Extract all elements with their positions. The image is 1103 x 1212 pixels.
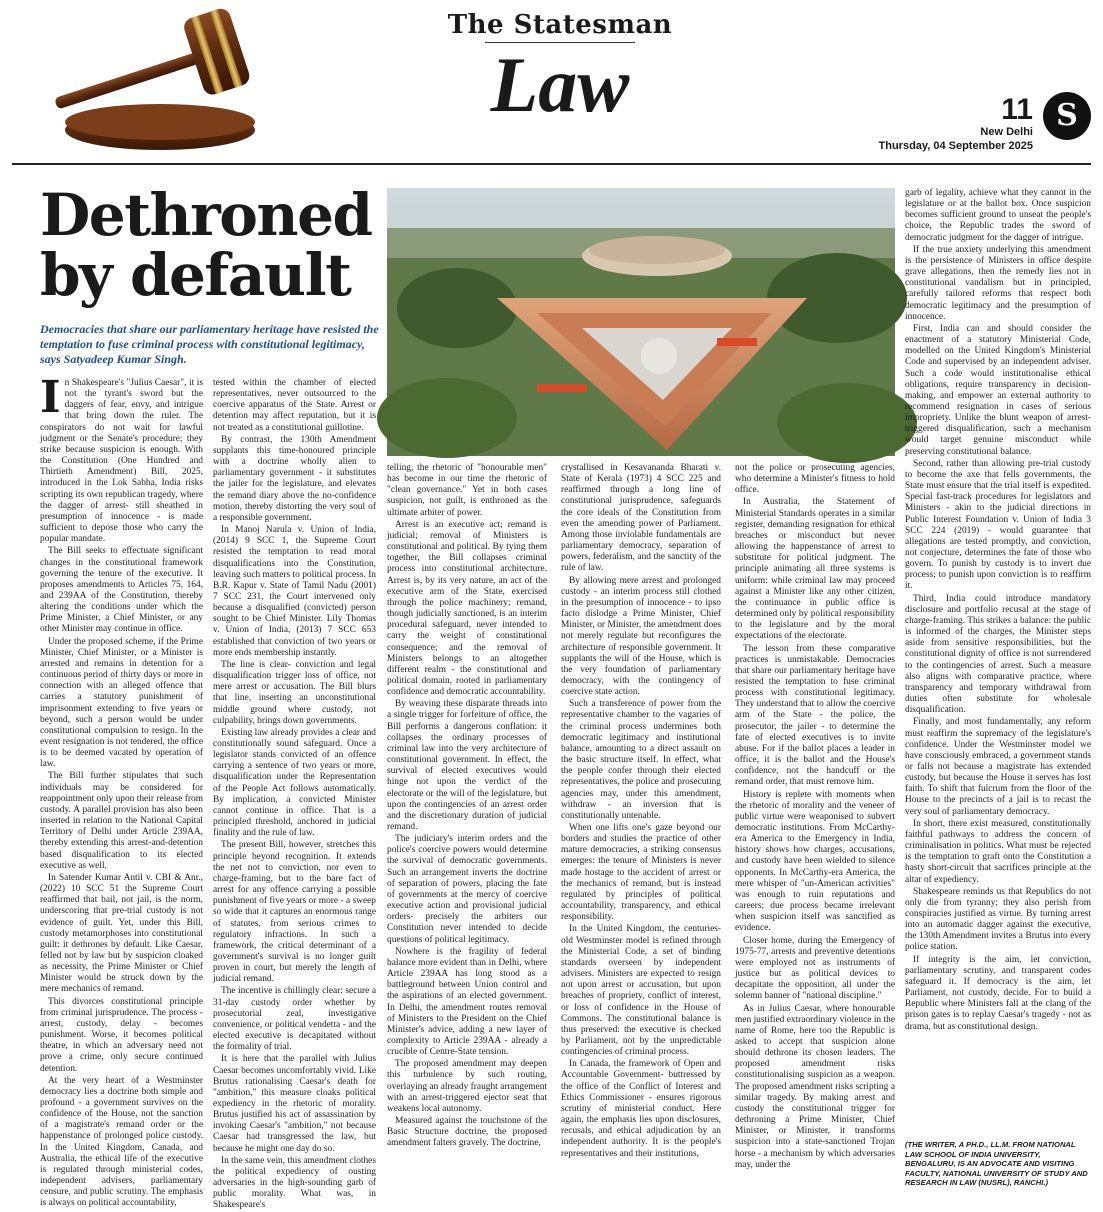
article-paragraph: Shakespeare reminds us that Republics do not only die from tyranny; they also perish from conspiracies justified as virtue. By turning arrest into an automatic dagger against the executive, the 130th Amendment invites a Brutus into every police station. <box>905 886 1091 953</box>
article-column-5 <box>735 463 895 1190</box>
author-note: (THE WRITER, A PH.D., LL.M. FROM NATIONAL LAW SCHOOL OF INDIA UNIVERSITY, BENGALURU, IS AN ADVOCATE AND VISITING FACULTY, NATIONAL UNIVERSITY OF STUDY AND RESEARCH IN LAW (NUSRL), RANCHI.) <box>905 1140 1088 1187</box>
article-paragraph: Finally, and most fundamentally, any reform must reaffirm the supremacy of the legislature's confidence. Under the Westminster model we have consciously embraced, a government stands or falls not because a magistrate has extended custody, but because the House it serves has lost faith. To shift that fulcrum from the floor of the House to the precincts of a jail is to recast the very soul of parliamentary democracy. <box>905 717 1091 817</box>
article-paragraph: In Australia, the Statement of Ministerial Standards operates in a similar register, demanding resignation for ethical breaches or misconduct but never allowing the happenstance of arrest to substitute for political judgment. The principle animating all three systems is uniform: while criminal law may proceed against a Minister like any other citizen, the continuance in public office is determined only by political responsibility to the legislature and by the moral expectations of the electorate. <box>735 497 895 642</box>
header-divider <box>12 163 1091 165</box>
statesman-logo-icon: S <box>1043 92 1091 140</box>
article-paragraph: not the police or prosecuting agencies, who determine a Minister's fitness to hold office. <box>735 463 895 496</box>
article-paragraph: If the true anxiety underlying this amendment is the persistence of Ministers in office despite grave allegations, then the remedy lies not in constitutional vandalism but in principled, carefully tailored reforms that respect both democratic legitimacy and the presumption of innocence. <box>905 244 1091 322</box>
page-date: Thursday, 04 September 2025 <box>878 140 1033 152</box>
article-paragraph: In Canada, the framework of Open and Accountable Government- buttressed by the office of the Conflict of Interest and Ethics Commissioner - ensures rigorous scrutiny of ministerial conduct. Here again, the emphasis lies upon disclosures, recusals, and ethical adjudication by an independent authority. It is the people's representatives and their institutions, <box>561 1059 721 1159</box>
article-paragraph: Closer home, during the Emergency of 1975-77, arrests and preventive detentions were employed not as instruments of justice but as political devices to decapitate the opposition, all under the solemn banner of "national discipline." <box>735 935 895 1002</box>
section-title: Law <box>490 41 630 128</box>
parliament-aerial-photo <box>387 188 895 456</box>
newspaper-brand: The Statesman <box>447 10 673 40</box>
article-paragraph: tested within the chamber of elected representatives, never outsourced to the coercive apparatus of the State. Arrest or detention may affect reputation, but it is not treated as a constitutional guillotine. <box>213 378 376 433</box>
article-column-6 <box>905 188 1091 1128</box>
article-paragraph: Nowhere is the fragility of federal balance more evident than in Delhi, where Article 239AA has long stood as a battleground between Union control and the aspirations of an elected government. In Delhi, the amendment routes removal of Ministers to the President on the Chief Minister's advice, adding a new layer of complexity to Article 239AA - already a crucible of Centre-State tension. <box>387 946 547 1058</box>
article-paragraph: garb of legality, achieve what they cannot in the legislature or at the ballot box. Once suspicion becomes sufficient ground to unseat the people's choice, the Republic trades the sword of democratic judgment for the dagger of intrigue. <box>905 188 1091 243</box>
article-paragraph: The lesson from these comparative practices is unmistakable. Democracies that share our parliamentary heritage have resisted the temptation to fuse criminal process with constitutional legitimacy. They understand that to allow the coercive arm of the State - the police, the prosecutor, the jailer - to determine the fate of elected executives is to invite abuse. For if the ballot places a leader in office, it is the ballot and the House's confidence, not the handcuff or the remand order, that must remove him. <box>735 643 895 788</box>
article-paragraph: In Manoj Narula v. Union of India, (2014) 9 SCC 1, the Supreme Court resisted the temptation to read moral disqualifications into the Constitution, leaving such matters to political process. In B.R. Kapur v. State of Tamil Nadu (2001) 7 SCC 231, the Court intervened only because a disqualified (convicted) person sought to be Chief Minister. Lily Thomas v. Union of India, (2013) 7 SCC 653 established that conviction of two years or more ends membership instantly. <box>213 525 376 658</box>
article-standfirst: Democracies that share our parliamentary heritage have resisted the temptation to fuse criminal process with constitutional legitimacy, says Satyadeep Kumar Singh. <box>40 322 379 366</box>
article-paragraph: If integrity is the aim, let conviction, parliamentary scrutiny, and transparent codes safeguard it. If democracy is the aim, let Parliament, not custody, decide. For to build a Republic where Ministers fall at the clang of the prison gates is to replay Caesar's tragedy - not as drama, but as constitutional design. <box>905 954 1091 1032</box>
article-paragraph: This divorces constitutional principle from criminal jurisprudence. The process - arrest, custody, delay - becomes punishment. Worse, it becomes political theatre, in which an adversary need not prove a crime, only secure continued detention. <box>40 996 203 1074</box>
article-paragraph: The proposed amendment may deepen this turbulence by such routing, overlaying an already fraught arrangement with an arrest-triggered ejector seat that weakens local autonomy. <box>387 1059 547 1114</box>
article-column-1 <box>40 372 203 1209</box>
drop-cap: I <box>40 372 61 423</box>
article-paragraph: In the same vein, this amendment clothes the political expediency of ousting adversaries in the high-sounding garb of public morality. What was, in Shakespeare's <box>213 1155 376 1211</box>
article-paragraph: The present Bill, however, stretches this principle beyond recognition. It extends the net not to conviction, nor even to charge-framing, but to the bare fact of arrest for any offence carrying a possible punishment of five years or more - a sweep so wide that it captures an enormous range of statutes, from serious crimes to regulatory infractions. In such a framework, the critical determinant of a government's survival is no longer guilt proven in court, but merely the length of judicial remand. <box>213 840 376 985</box>
page-city: New Delhi <box>980 126 1033 138</box>
article-paragraph: Measured against the touchstone of the Basic Structure doctrine, the proposed amendment falters gravely. The doctrine, <box>387 1116 547 1149</box>
article-paragraph: As in Julius Caesar, where honourable men justified extraordinary violence in the name of Rome, here too the Republic is asked to accept that suspicion alone should dethrone its chosen leaders. The proposed amendment risks constitutionalising suspicion as a weapon. The proposed amendment risks scripting a similar tragedy. By making arrest and custody the constitutional trigger for dethroning a Prime Minister, Chief Minister, or Minister, it transforms suspicion into a state-sanctioned Trojan horse - a mechanism by which adversaries may, under the <box>735 1003 895 1170</box>
article-paragraph: Arrest is an executive act; remand is judicial; removal of Ministers is constitutional and political. By tying them together, the Bill collapses criminal process into constitutional architecture. Arrest is, by its very nature, an act of the executive arm of the State, exercised through the police machinery; remand, though judicially sanctioned, is an interim procedural safeguard, never intended to carry the weight of constitutional consequence; and the removal of Ministers belongs to an altogether different realm - the constitutional and political domain, rooted in parliamentary confidence and democratic accountability. <box>387 519 547 698</box>
page-info <box>879 95 1033 153</box>
article-column-2 <box>213 378 376 1211</box>
article-paragraph: Under the proposed scheme, if the Prime Minister, Chief Minister, or a Minister is arrested and remains in detention for a continuous period of thirty days or more in connection with an alleged offence that carries a statutory punishment of imprisonment extending to five years or beyond, such a person would be under constitutional compulsion to resign. In the event resignation is not tendered, the office is to be deemed vacated by operation of law. <box>40 636 203 770</box>
parliament-photo-illustration <box>387 188 895 456</box>
article-paragraph: In the United Kingdom, the centuries-old Westminster model is refined through the Ministerial Code, a set of binding standards overseen by independent advisers. Ministers are expected to resign not upon arrest or accusation, but upon breaches of propriety, conflict of interest, or loss of confidence in the House of Commons. The constitutional balance is thus preserved: the executive is checked by Parliament, not by the unpredictable contingencies of criminal process. <box>561 924 721 1058</box>
article-paragraph: Third, India could introduce mandatory disclosure and portfolio recusal at the stage of charge-framing. This strikes a balance: the public is informed of the charges, the Minister steps aside from sensitive responsibilities, but the constitutional dignity of office is not surrendered to the contingencies of arrest. Such a measure also aligns with comparative practice, where transparency and temporary withdrawal from duties often substitute for wholesale disqualification. <box>905 593 1091 716</box>
article-paragraph: Second, rather than allowing pre-trial custody to become the axe that fells governments, the State must ensure that the trial itself is expedited. Special fast-track procedures for legislators and Ministers - akin to the judicial directions in Public Interest Foundation v. Union of India 3 SCC 224 (2019) - would guarantee that allegations are tested promptly, and conviction, not conjecture, determines the fate of those who govern. To punish by custody is to invert due process; to punish upon conviction is to reaffirm it. <box>905 458 1091 592</box>
article-paragraph: telling, the rhetoric of "honourable men" has become in our time the rhetoric of "clean governance." Yet in both cases suspicion, not guilt, is enthroned as the ultimate arbiter of power. <box>387 463 547 518</box>
article-paragraph: The line is clear- conviction and legal disqualification trigger loss of office, not mere arrest or accusation. The Bill blurs that line, inserting an unconstitutional middle ground where custody, not culpability, brings down governments. <box>213 659 376 726</box>
article-paragraph: crystallised in Kesavananda Bharati v. State of Kerala (1973) 4 SCC 225 and reaffirmed through a long line of constitutional jurisprudence, safeguards the core ideals of the Constitution from even the amending power of Parliament. Among those inviolable fundamentals are parliamentary democracy, separation of powers, federalism, and the sanctity of the rule of law. <box>561 463 721 574</box>
article-paragraph: By weaving these disparate threads into a single trigger for forfeiture of office, the Bill performs a dangerous conflation: it collapses the ordinary processes of criminal law into the very architecture of constitutional government. In effect, the survival of elected executives would hinge not upon the verdict of the electorate or the will of the legislature, but upon the contingencies of an arrest order and the discretionary duration of judicial remand. <box>387 699 547 832</box>
article-paragraph: It is here that the parallel with Julius Caesar becomes uncomfortably vivid. Like Brutus rationalising Caesar's death for "ambition," this measure cloaks political expediency in the rhetoric of morality. Brutus justified his act of assassination by invoking Caesar's "ambition," not because Caesar had transgressed the law, but because he might one day do so. <box>213 1054 376 1154</box>
article-paragraph: Such a transference of power from the representative chamber to the vagaries of the criminal process undermines both democratic legitimacy and institutional balance, amounting to a direct assault on the basic structure itself. In effect, what the people confer through their elected representatives, the police and prosecuting agencies may, under this amendment, withdraw - an inversion that is constitutionally untenable. <box>561 699 721 821</box>
article-paragraph: By contrast, the 130th Amendment supplants this time-honoured principle with a doctrine wholly alien to parliamentary government - it substitutes the jailer for the legislature, and elevates the remand diary above the no-confidence motion, thereby distorting the very soul of a responsible government. <box>213 434 376 523</box>
article-paragraph: History is replete with moments when the rhetoric of morality and the veneer of public virtue were weaponised to subvert democratic institutions. From McCarthy-era America to the Emergency in India, history shows how charges, accusations, and custody have been wielded to silence opponents. In McCarthy-era America, the mere whisper of "un-American activities" was enough to ruin reputations and careers; due process became irrelevant when suspicion itself was sanctified as evidence. <box>735 789 895 934</box>
article-paragraph: The judiciary's interim orders and the police's coercive powers would determine the survival of democratic governments. Such an arrangement inverts the doctrine of separation of powers, placing the fate of governments at the mercy of coercive executive action and provisional judicial orders- precisely the arbiters our Constitution never intended to decide questions of political legitimacy. <box>387 834 547 945</box>
article-paragraph: When one lifts one's gaze beyond our borders and studies the practice of other mature democracies, a striking consensus emerges: the tenure of Ministers is never made hostage to the accident of arrest or the mechanics of remand, but is instead regulated by principles of political accountability, transparency, and ethical responsibility. <box>561 823 721 923</box>
article-paragraph <box>40 372 203 545</box>
article-column-4 <box>561 463 721 1190</box>
article-paragraph: The Bill further stipulates that such individuals may be considered for reappointment only upon their release from custody. A parallel provision has also been inserted in relation to the National Capital Territory of Delhi under Article 239AA, thereby extending this arrest-and-detention based disqualification to its elected executive as well. <box>40 771 203 871</box>
paragraph-text: n Shakespeare's "Julius Caesar", it is not the tyrant's sword but the daggers of fear, envy, and intrigue that bring down the ruler. The conspirators do not wait for lawful judgment or the Senate's procedure; they strike because suspicion is enough. With the Constitution (One Hundred and Thirtieth Amendment) Bill, 2025, introduced in the Lok Sabha, India risks scripting its own republican tragedy, where the dagger of arrest- still sheathed in presumption of innocence - is made sufficient to depose those who carry the popular mandate. <box>40 378 203 545</box>
article-paragraph: In Satender Kumar Antil v. CBI & Anr., (2022) 10 SCC 51 the Supreme Court reaffirmed that bail, not jail, is the norm, underscoring that pre-trial custody is not evidence of guilt. Yet, under this Bill, custody metamorphoses into constitutional guilt: it dethrones by default. Like Caesar, felled not by law but by suspicion cloaked as necessity, the Prime Minister or Chief Minister would be struck down by the mere mechanics of remand. <box>40 872 203 995</box>
article-paragraph: The Bill seeks to effectuate significant changes in the constitutional framework governing the tenure of the executive. It proposes amendments to Articles 75, 164, and 239AA of the Constitution, thereby altering the conditions under which the Prime Minister, a Chief Minister, or any other Minister may continue in office. <box>40 546 203 635</box>
page-number: 11 <box>1001 93 1033 126</box>
article-paragraph: At the very heart of a Westminster democracy lies a doctrine both simple and profound - a government survives on the confidence of the House, not the sanction of a magistrate's remand order or the happenstance of prolonged police custody. In the United Kingdom, Canada, and Australia, the ethical life of the executive is regulated through ministerial codes, independent advisers, parliamentary censure, and public scrutiny. The emphasis is always on political accountability, <box>40 1075 203 1209</box>
article-paragraph: First, India can and should consider the enactment of a statutory Ministerial Code, modelled on the United Kingdom's Ministerial Code and supervised by an independent adviser. Such a code would institutionalise ethical obligations, require transparency in decision-making, and empower an external authority to recommend resignation in cases of serious impropriety. Unlike the blunt weapon of arrest-triggered disqualification, such a mechanism would target genuine misconduct while preserving constitutional balance. <box>905 323 1091 457</box>
article-headline: Dethroned by default <box>40 181 372 309</box>
gavel-illustration <box>10 8 270 158</box>
article-paragraph: By allowing mere arrest and prolonged custody - an interim process still clothed in the presumption of innocence - to ipso facto dislodge a Prime Minister, Chief Minister, or Minister, the amendment does not merely regulate but reconfigures the architecture of responsible government. It supplants the will of the House, which is the very foundation of parliamentary democracy, with the contingency of coercive state action. <box>561 575 721 698</box>
article-column-3 <box>387 463 547 1190</box>
masthead <box>440 10 680 128</box>
article-paragraph: In short, there exist measured, constitutionally faithful pathways to address the concern of criminalisation in politics. What must be rejected is the temptation to graft onto the Constitution a hasty short-circuit that sacrifices principle at the altar of expediency. <box>905 818 1091 885</box>
article-paragraph: The incentive is chillingly clear: secure a 31-day custody order whether by prosecutorial zeal, investigative convenience, or political vendetta - and the elected executive is decapitated without the formality of trial. <box>213 986 376 1053</box>
article-paragraph: Existing law already provides a clear and constitutionally sound safeguard. Once a legislator stands convicted of an offence carrying a sentence of two years or more, disqualification under the Representation of the People Act follows automatically. By implication, a convicted Minister cannot continue in office. That is a principled threshold, anchored in judicial finality and the rule of law. <box>213 727 376 839</box>
